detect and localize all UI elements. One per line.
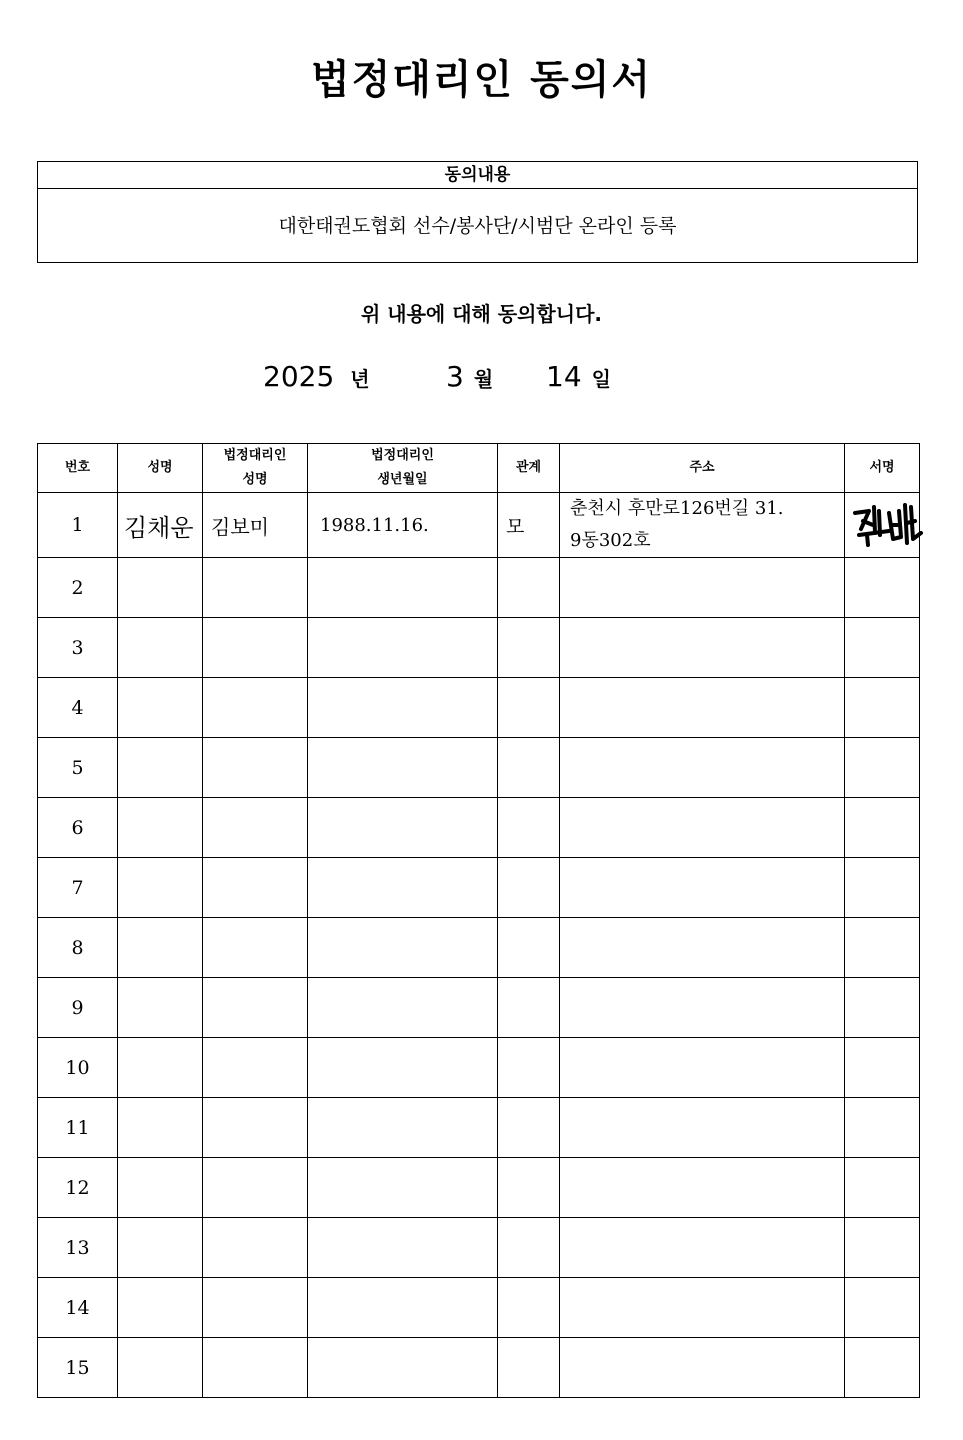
date-year [263,360,370,393]
table-row [38,678,920,738]
header-relation: 관계 [498,444,560,493]
cell-rep-birth [308,1098,498,1158]
cell-rep-name: 김보미 [203,493,308,558]
table-row [38,1218,920,1278]
cell-no: 15 [38,1338,118,1398]
cell-no: 2 [38,558,118,618]
cell-rep-name [203,1278,308,1338]
cell-name [118,978,203,1038]
cell-address [560,1098,845,1158]
signature-stroke [889,511,901,539]
cell-rep-birth [308,798,498,858]
cell-signature [845,558,920,618]
cell-rep-birth [308,1038,498,1098]
address-line-2: 9동302호 [570,530,651,551]
cell-rep-birth [308,618,498,678]
table-row [38,798,920,858]
cell-name [118,618,203,678]
date-day [546,360,611,393]
cell-relation [498,1278,560,1338]
cell-name [118,858,203,918]
table-row [38,1338,920,1398]
cell-rep-birth [308,558,498,618]
header-no: 번호 [38,444,118,493]
cell-signature [845,918,920,978]
agreement-statement: 위 내용에 대해 동의합니다. [360,302,602,326]
consent-content-box [37,161,918,263]
cell-relation [498,978,560,1038]
table-row [38,1038,920,1098]
cell-rep-birth [308,918,498,978]
cell-address [560,1158,845,1218]
cell-rep-birth [308,738,498,798]
cell-rep-name [203,558,308,618]
cell-signature [845,678,920,738]
cell-rep-birth [308,1218,498,1278]
date-year-value: 2025 [263,360,335,393]
cell-rep-name [203,1158,308,1218]
cell-signature [845,798,920,858]
cell-no: 7 [38,858,118,918]
cell-relation [498,918,560,978]
cell-signature [845,978,920,1038]
cell-signature [845,618,920,678]
cell-no: 10 [38,1038,118,1098]
cell-relation [498,1158,560,1218]
cell-signature [845,858,920,918]
table-row [38,558,920,618]
cell-rep-birth: 1988.11.16. [308,493,498,558]
cell-address [560,918,845,978]
cell-address [560,618,845,678]
cell-address [560,978,845,1038]
date-month-unit: 월 [473,367,494,391]
cell-address [560,1038,845,1098]
cell-signature [845,1098,920,1158]
cell-relation [498,798,560,858]
document-title: 법정대리인 동의서 [310,57,653,103]
handwritten-signature [849,495,925,551]
cell-rep-birth [308,978,498,1038]
header-name: 성명 [118,444,203,493]
cell-no: 12 [38,1158,118,1218]
date-month-value: 3 [446,360,464,393]
table-row [38,493,920,558]
cell-rep-name [203,798,308,858]
cell-signature [845,1338,920,1398]
table-row [38,738,920,798]
cell-name [118,1098,203,1158]
cell-name [118,1218,203,1278]
cell-relation [498,558,560,618]
address-line-1: 춘천시 후만로126번길 31. [570,498,784,519]
cell-relation [498,1218,560,1278]
cell-no: 8 [38,918,118,978]
cell-name: 김채운 [118,493,203,558]
cell-rep-birth [308,858,498,918]
cell-rep-name [203,618,308,678]
header-rep-birth: 법정대리인 생년월일 [308,444,498,493]
cell-signature [845,738,920,798]
cell-rep-birth [308,1158,498,1218]
cell-relation [498,738,560,798]
consent-table [37,443,920,1398]
cell-signature [845,1278,920,1338]
signature-stroke [859,531,889,545]
cell-no: 4 [38,678,118,738]
header-rep-name: 법정대리인 성명 [203,444,308,493]
cell-relation [498,678,560,738]
cell-signature [845,1218,920,1278]
cell-address [560,858,845,918]
table-row [38,1278,920,1338]
cell-no: 9 [38,978,118,1038]
cell-signature [845,493,920,558]
table-row [38,618,920,678]
consent-content-body: 대한태권도협회 선수/봉사단/시범단 온라인 등록 [278,215,677,237]
cell-rep-name [203,978,308,1038]
header-signature: 서명 [845,444,920,493]
cell-relation: 모 [498,493,560,558]
cell-signature [845,1038,920,1098]
date-day-value: 14 [546,360,582,393]
cell-no: 5 [38,738,118,798]
cell-no: 3 [38,618,118,678]
cell-address [560,558,845,618]
cell-name [118,798,203,858]
cell-address [560,1278,845,1338]
cell-no: 6 [38,798,118,858]
cell-name [118,1038,203,1098]
table-row [38,1098,920,1158]
header-address: 주소 [560,444,845,493]
cell-no: 1 [38,493,118,558]
cell-rep-birth [308,678,498,738]
cell-name [118,1338,203,1398]
cell-name [118,678,203,738]
cell-relation [498,1338,560,1398]
cell-rep-birth [308,1338,498,1398]
cell-address [560,1218,845,1278]
date-month [446,360,493,393]
cell-rep-name [203,1338,308,1398]
cell-name [118,738,203,798]
date-day-unit: 일 [591,367,611,391]
cell-relation [498,1038,560,1098]
table-row [38,918,920,978]
cell-rep-name [203,1038,308,1098]
cell-rep-name [203,918,308,978]
cell-relation [498,1098,560,1158]
cell-signature [845,1158,920,1218]
cell-name [118,1278,203,1338]
cell-rep-name [203,738,308,798]
table-row [38,978,920,1038]
cell-rep-name [203,858,308,918]
date-year-unit: 년 [350,367,370,391]
table-row [38,1158,920,1218]
cell-address [560,798,845,858]
table-row [38,858,920,918]
cell-rep-name [203,1218,308,1278]
signature-stroke [855,511,873,529]
cell-no: 13 [38,1218,118,1278]
cell-address [560,1338,845,1398]
cell-address [560,678,845,738]
cell-rep-name [203,1098,308,1158]
cell-address [560,738,845,798]
cell-rep-birth [308,1278,498,1338]
cell-name [118,558,203,618]
cell-no: 11 [38,1098,118,1158]
table-header-row [38,444,920,493]
cell-name [118,1158,203,1218]
signature-stroke [905,505,921,543]
consent-content-header: 동의내용 [38,162,917,189]
cell-address [560,493,845,558]
cell-no: 14 [38,1278,118,1338]
cell-relation [498,858,560,918]
cell-relation [498,618,560,678]
cell-name [118,918,203,978]
cell-rep-name [203,678,308,738]
